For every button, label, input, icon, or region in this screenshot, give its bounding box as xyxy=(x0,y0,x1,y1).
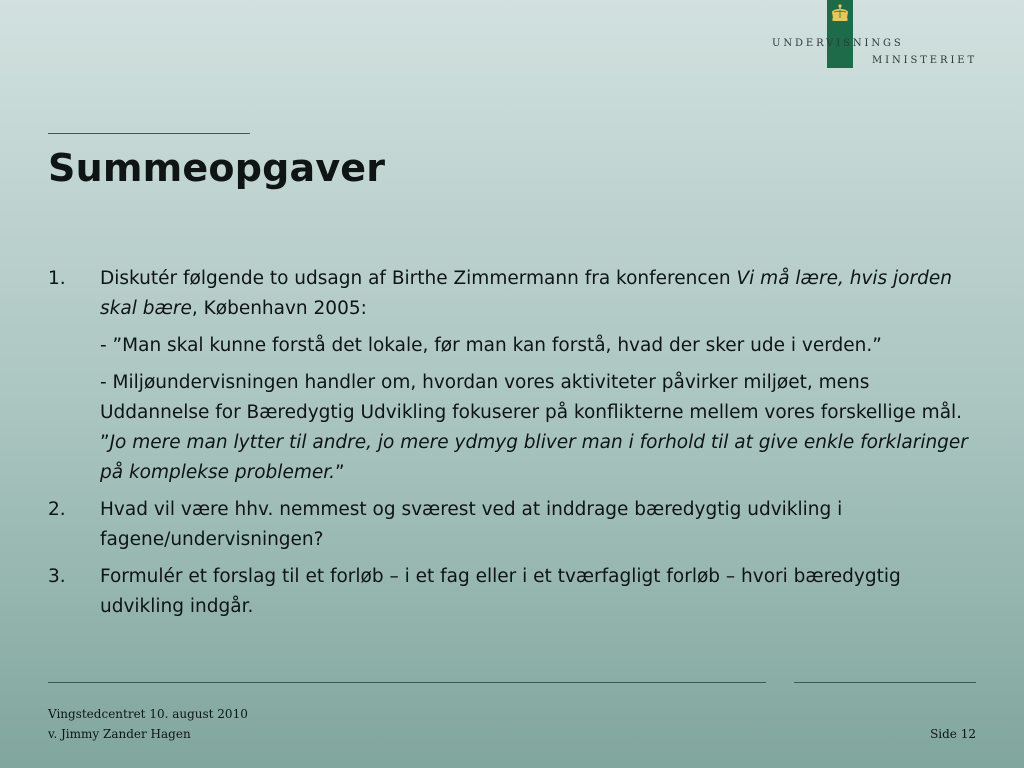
quote-1 xyxy=(48,331,978,361)
logo-text-line2: MINISTERIET xyxy=(872,55,978,66)
slide-title: Summeopgaver xyxy=(48,146,386,190)
quote-end: ” xyxy=(335,462,345,483)
list-number: 1. xyxy=(48,268,66,289)
item-text: Hvad vil være hhv. nemmest og sværest ved at inddrage bæredygtig udvikling i fagene/undervisningen? xyxy=(100,499,843,550)
crown-icon xyxy=(827,3,853,29)
quote-text: - ”Man skal kunne forstå det lokale, før man kan forstå, hvad der sker ude i verden.” xyxy=(100,335,882,356)
quote-text: - Miljøundervisningen handler om, hvordan vores aktiviteter påvirker miljøet, mens Uddannelse for Bæredygtig Udvikling fokuserer på konflikterne mellem vores forskellige mål. ” xyxy=(100,372,963,453)
list-number: 2. xyxy=(48,499,66,520)
footer-rule-right xyxy=(794,682,976,683)
footer-info xyxy=(48,704,248,744)
item-text-end: , København 2005: xyxy=(191,298,367,319)
item-text: Diskutér følgende to udsagn af Birthe Zimmermann fra konferencen xyxy=(100,268,737,289)
list-item-3 xyxy=(48,562,978,622)
quote-italic: Jo mere man lytter til andre, jo mere ydmyg bliver man i forhold til at give enkle forklaringer på komplekse problemer. xyxy=(100,432,968,483)
logo-green-bar xyxy=(827,0,853,68)
title-rule xyxy=(48,133,250,134)
conference-title: Vi må lære, hvis jorden skal bære xyxy=(100,268,952,319)
list-number: 3. xyxy=(48,566,66,587)
slide-body xyxy=(48,264,978,622)
footer-presenter: v. Jimmy Zander Hagen xyxy=(48,727,191,741)
footer-rule-left xyxy=(48,682,766,683)
logo-text-line1: UNDERVISNINGS xyxy=(772,38,904,49)
ministry-logo xyxy=(772,0,982,72)
page-number: Side 12 xyxy=(930,727,976,741)
quote-2 xyxy=(48,368,978,488)
item-text: Formulér et forslag til et forløb – i et fag eller i et tværfagligt forløb – hvori bæredygtig udvikling indgår. xyxy=(100,566,901,617)
list-item-1 xyxy=(48,264,978,324)
list-item-2 xyxy=(48,495,978,555)
footer-venue-date: Vingstedcentret 10. august 2010 xyxy=(48,707,248,721)
